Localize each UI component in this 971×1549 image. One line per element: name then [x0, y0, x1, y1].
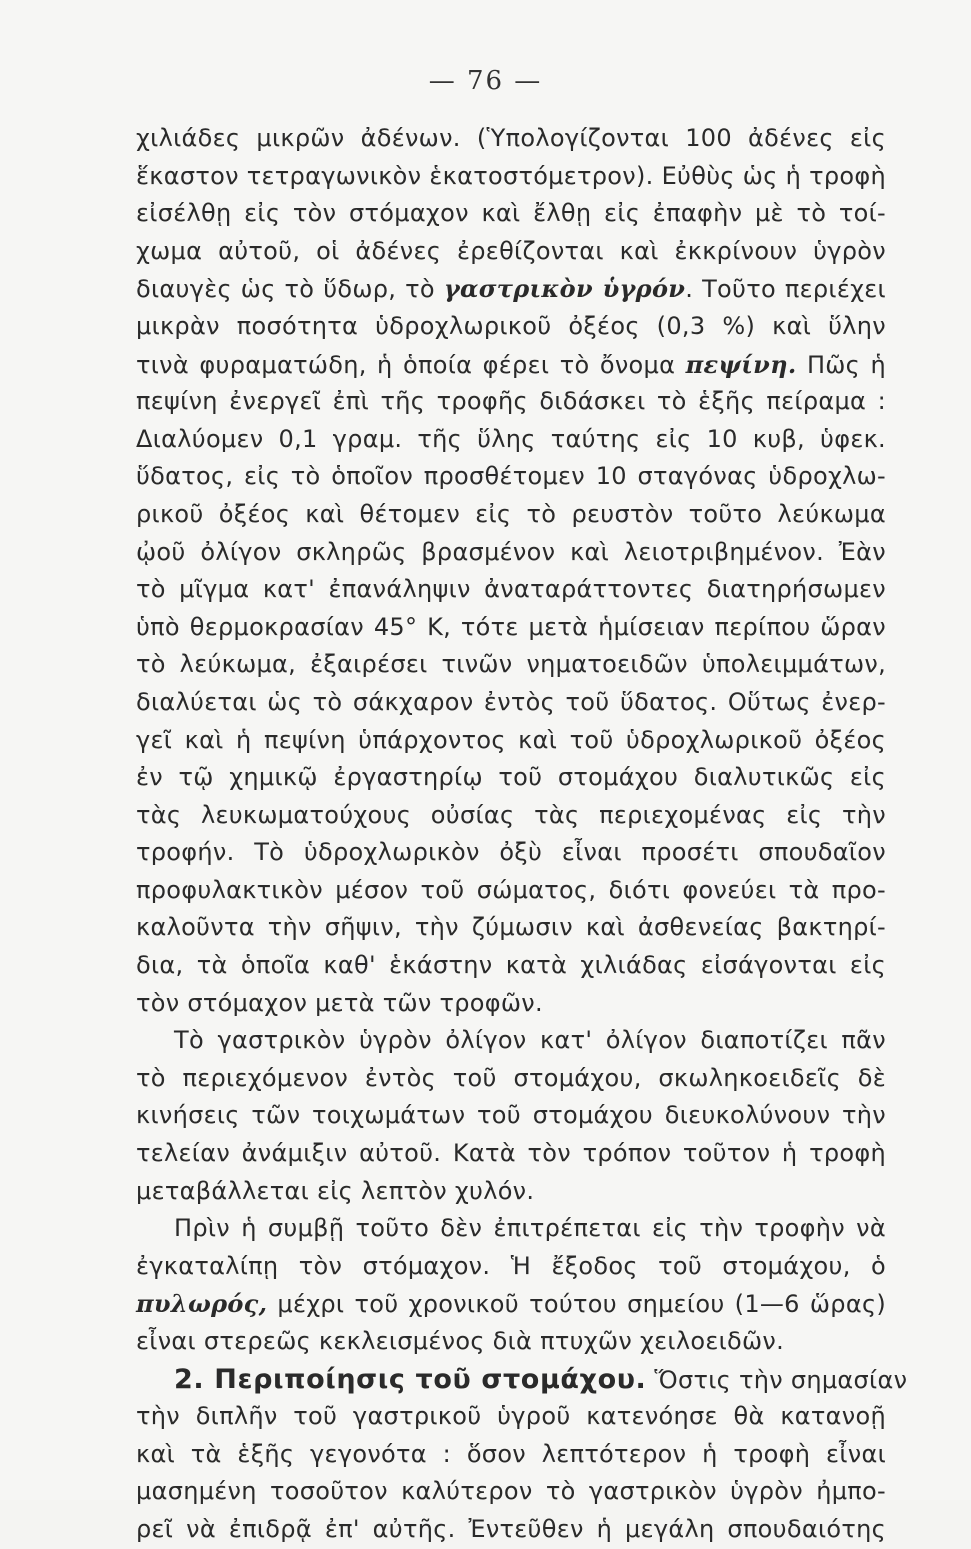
text-line: καλοῦντα τὴν σῆψιν, τὴν ζύμωσιν καὶ ἀσθενείας βακτηρί- [136, 913, 886, 942]
text-line: τὸ μῖγμα κατ' ἐπανάληψιν ἀναταράττοντες διατηρήσωμεν [136, 575, 886, 604]
text-line: χωμα αὐτοῦ, οἱ ἀδένες ἐρεθίζονται καὶ ἐκκρίνουν ὑγρὸν [136, 236, 886, 265]
paragraph [136, 1210, 886, 1360]
text-line: προφυλακτικὸν μέσον τοῦ σώματος, διότι φονεύει τὰ προ- [136, 875, 886, 904]
text-line: ὕδατος, εἰς τὸ ὁποῖον προσθέτομεν 10 σταγόνας ὑδροχλω- [136, 462, 886, 491]
text-line: δια, τὰ ὁποῖα καθ' ἑκάστην κατὰ χιλιάδας εἰσάγονται εἰς [136, 951, 886, 980]
text-line: τὸ περιεχόμενον ἐντὸς τοῦ στομάχου, σκωληκοειδεῖς δὲ [136, 1063, 886, 1092]
text-line: κινήσεις τῶν τοιχωμάτων τοῦ στομάχου διευκολύνουν τὴν [136, 1101, 886, 1130]
text-line: τὴν διπλῆν τοῦ γαστρικοῦ ὑγροῦ κατενόησε θὰ κατανοῇ [136, 1402, 886, 1431]
text-line: πεψίνη ἐνεργεῖ ἐπὶ τῆς τροφῆς διδάσκει τὸ ἑξῆς πείραμα : [136, 387, 886, 416]
section-first-line [136, 1361, 908, 1399]
paragraph [136, 1022, 886, 1210]
text-line: τὸ λεύκωμα, ἐξαιρέσει τινῶν νηματοειδῶν ὑπολειμμάτων, [136, 650, 886, 679]
text-line: ἐν τῷ χημικῷ ἐργαστηρίῳ τοῦ στομάχου διαλυτικῶς εἰς [136, 763, 886, 792]
paragraph [136, 120, 886, 1022]
text-line: τελείαν ἀνάμιξιν αὐτοῦ. Κατὰ τὸν τρόπον τοῦτον ἡ τροφὴ [136, 1139, 886, 1168]
text-line: τὰς λευκωματούχους οὐσίας τὰς περιεχομένας εἰς τὴν [136, 800, 886, 829]
text-line: ᾠοῦ ὀλίγον σκληρῶς βρασμένον καὶ λειοτριβημένον. Ἐὰν [136, 537, 886, 566]
section [136, 1361, 908, 1549]
text-line: Πρὶν ἡ συμβῇ τοῦτο δὲν ἐπιτρέπεται εἰς τὴν τροφὴν νὰ [174, 1214, 886, 1243]
emphasized-term: πεψίνη. [685, 349, 797, 379]
text-line: μεταβάλλεται εἰς λεπτὸν χυλόν. [136, 1176, 535, 1205]
text-line: εἰσέλθῃ εἰς τὸν στόμαχον καὶ ἔλθῃ εἰς ἐπαφὴν μὲ τὸ τοί- [136, 199, 886, 228]
emphasized-term: πυλωρός, [136, 1289, 268, 1319]
emphasized-term: γαστρικὸν ὑγρόν [443, 274, 686, 304]
page-number: — 76 — [428, 66, 543, 96]
body-text [136, 120, 908, 1549]
text-line: τινὰ φυραματώδη, ἡ ὁποία φέρει τὸ ὄνομα πεψίνη. Πῶς ἡ [136, 349, 886, 379]
text-line: χιλιάδες μικρῶν ἀδένων. (Ὑπολογίζονται 100 ἀδένες εἰς [136, 124, 886, 152]
text-line: Ὅστις τὴν σημασίαν [654, 1365, 908, 1394]
section-heading: 2. Περιποίησις τοῦ στομάχου. [174, 1363, 647, 1395]
text-line: διαυγὲς ὡς τὸ ὕδωρ, τὸ γαστρικὸν ὑγρόν. Τοῦτο περιέχει [136, 274, 886, 304]
text-line: τὸν στόμαχον μετὰ τῶν τροφῶν. [136, 988, 543, 1017]
text-line: πυλωρός, μέχρι τοῦ χρονικοῦ τούτου σημείου (1—6 ὥρας) [136, 1289, 886, 1319]
text-line: μικρὰν ποσότητα ὑδροχλωρικοῦ ὀξέος (0,3 %) καὶ ὕλην [136, 311, 886, 340]
text-line: εἶναι στερεῶς κεκλεισμένος διὰ πτυχῶν χειλοειδῶν. [136, 1327, 785, 1355]
text-line: ρεῖ νὰ ἐπιδρᾷ ἐπ' αὐτῆς. Ἐντεῦθεν ἡ μεγάλη σπουδαιότης [136, 1514, 886, 1543]
text-line: διαλύεται ὡς τὸ σάκχαρον ἐντὸς τοῦ ὕδατος. Οὕτως ἐνερ- [136, 687, 886, 716]
text-line: Τὸ γαστρικὸν ὑγρὸν ὀλίγον κατ' ὀλίγον διαποτίζει πᾶν [174, 1026, 886, 1055]
text-line: Διαλύομεν 0,1 γραμ. τῆς ὕλης ταύτης εἰς 10 κυβ, ὑφεκ. [136, 424, 886, 453]
text-line: γεῖ καὶ ἡ πεψίνη ὑπάρχοντος καὶ τοῦ ὑδροχλωρικοῦ ὀξέος [136, 725, 886, 754]
text-line: ἐγκαταλίπῃ τὸν στόμαχον. Ἡ ἔξοδος τοῦ στομάχου, ὁ [136, 1251, 886, 1280]
text-line: καὶ τὰ ἑξῆς γεγονότα : ὅσον λεπτότερον ἡ τροφὴ εἶναι [136, 1439, 886, 1468]
text-line: ἕκαστον τετραγωνικὸν ἑκατοστόμετρον). Εὐθὺς ὡς ἡ τροφὴ [136, 161, 886, 190]
text-line: ὑπὸ θερμοκρασίαν 45° Κ, τότε μετὰ ἡμίσειαν περίπου ὥραν [136, 612, 886, 641]
text-line: μασημένη τοσοῦτον καλύτερον τὸ γαστρικὸν ὑγρὸν ἠμπο- [136, 1477, 886, 1506]
text-line: τροφήν. Τὸ ὑδροχλωρικὸν ὀξὺ εἶναι προσέτι σπουδαῖον [136, 838, 886, 867]
text-line: ρικοῦ ὀξέος καὶ θέτομεν εἰς τὸ ρευστὸν τοῦτο λεύκωμα [136, 499, 886, 528]
